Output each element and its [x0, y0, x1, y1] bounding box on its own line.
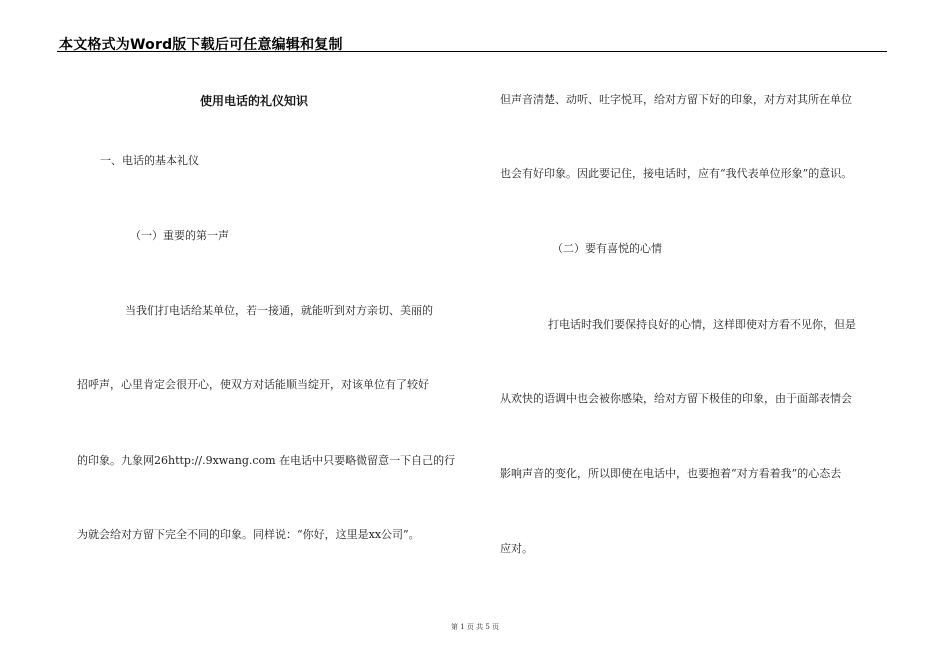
paragraph-line: 当我们打电话给某单位，若一接通，就能听到对方亲切、美丽的 — [125, 304, 433, 317]
paragraph-line: 从欢快的语调中也会被你感染，给对方留下极佳的印象，由于面部表情会 — [500, 392, 852, 405]
document-title: 使用电话的礼仪知识 — [200, 94, 309, 108]
header-divider — [57, 51, 887, 52]
document-banner: 本文格式为Word版下载后可任意编辑和复制 — [59, 37, 343, 53]
paragraph-line: 影响声音的变化，所以即使在电话中，也要抱着“对方看着我”的心态去 — [500, 467, 842, 480]
section-heading: 一、电话的基本礼仪 — [100, 154, 199, 167]
paragraph-line: 为就会给对方留下完全不同的印象。同样说：“你好，这里是xx公司”。 — [77, 528, 420, 541]
paragraph-line: 应对。 — [500, 542, 533, 555]
paragraph-line: 也会有好印象。因此要记住，接电话时，应有“我代表单位形象”的意识。 — [500, 167, 853, 180]
subsection-heading: （一）重要的第一声 — [130, 229, 229, 242]
paragraph-line: 招呼声，心里肯定会很开心，使双方对话能顺当绽开，对该单位有了较好 — [77, 378, 429, 391]
paragraph-line: 但声音清楚、动听、吐字悦耳，给对方留下好的印象，对方对其所在单位 — [500, 93, 852, 106]
paragraph-line: 的印象。九象网26http://.9xwang.com 在电话中只要略微留意一下自己的行 — [77, 454, 456, 467]
page-indicator: 第 1 页 共 5 页 — [450, 623, 500, 631]
subsection-heading: （二）要有喜悦的心情 — [552, 242, 662, 255]
paragraph-line: 打电话时我们要保持良好的心情，这样即使对方看不见你，但是 — [548, 318, 856, 331]
